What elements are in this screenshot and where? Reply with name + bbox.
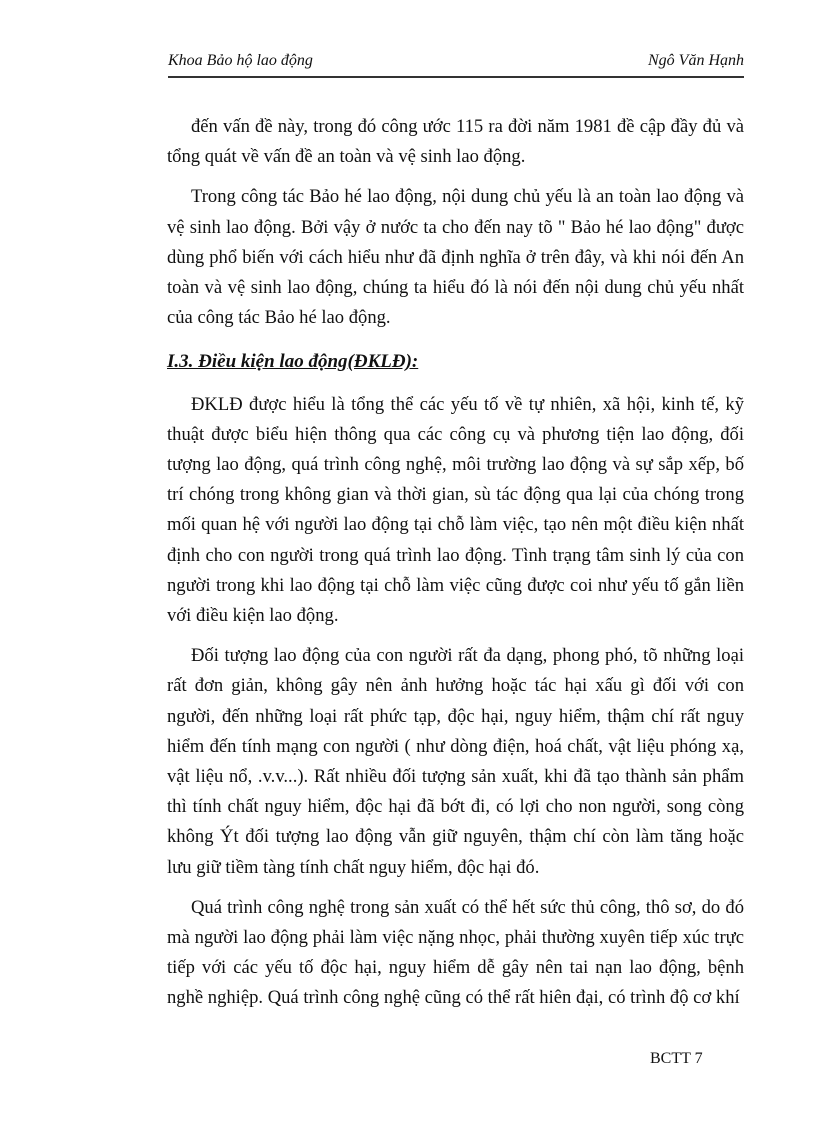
section-heading: I.3. Điều kiện lao động(ĐKLĐ): [167,351,419,373]
page-footer: BCTT 7 [650,1050,703,1067]
header-department: Khoa Bảo hộ lao động [168,52,313,69]
paragraph: đến vấn đề này, trong đó công ước 115 ra đời năm 1981 đề cập đầy đủ và tổng quát về vấn đề an toàn và vệ sinh lao động. [167,116,744,168]
header-author: Ngô Văn Hạnh [648,52,744,69]
paragraph: Quá trình công nghệ trong sản xuất có thể hết sức thủ công, thô sơ, do đó mà người lao động phải làm việc nặng nhọc, phải thường xuyên tiếp xúc trực tiếp với các yếu tố độc hại, nguy hiểm dễ gây nên tai nạn lao động, bệnh nghề nghiệp. Quá trình công nghệ cũng có thể rất hiên đại, có trình độ cơ khí [167,896,744,1009]
document-body [167,112,744,1024]
paragraph: ĐKLĐ được hiểu là tổng thể các yếu tố về tự nhiên, xã hội, kinh tế, kỹ thuật được biểu hiện thông qua các công cụ và phương tiện lao động, đối tượng lao động, quá trình công nghệ, môi trường lao động và sự sắp xếp, bố trí chóng trong không gian và thời gian, sù tác động qua lại của chóng trong mối quan hệ với người lao động tại chỗ làm việc, tạo nên một điều kiện nhất định cho con người trong quá trình lao động. Tình trạng tâm sinh lý của con người trong khi lao động tại chỗ làm việc cũng được coi như yếu tố gắn liền với điều kiện lao động. [167,393,744,627]
paragraph: Đối tượng lao động của con người rất đa dạng, phong phó, tõ những loại rất đơn giản, không gây nên ảnh hưởng hoặc tác hại xấu gì đối với con người, đến những loại rất phức tạp, độc hại, nguy hiểm, thậm chí rất nguy hiểm đến tính mạng con người ( như dòng điện, hoá chất, vật liệu phóng xạ, vật liệu nổ, .v.v...). Rất nhiều đối tượng sản xuất, khi đã tạo thành sản phẩm thì tính chất nguy hiểm, độc hại đã bớt đi, có lợi cho non người, song còng không Ýt đối tượng lao động vẫn giữ nguyên, thậm chí còn làm tăng hoặc lưu giữ tiềm tàng tính chất nguy hiểm, độc hại đó. [167,645,744,878]
page-header [168,50,744,78]
paragraph: Trong công tác Bảo hé lao động, nội dung chủ yếu là an toàn lao động và vệ sinh lao động. Bởi vậy ở nước ta cho đến nay tõ " Bảo hé lao động" được dùng phổ biến với cách hiểu như đã định nghĩa ở trên đây, và khi nói đến An toàn và vệ sinh lao động, chúng ta hiểu đó là nói đến nội dung chủ yếu nhất của công tác Bảo hé lao động. [167,186,744,329]
